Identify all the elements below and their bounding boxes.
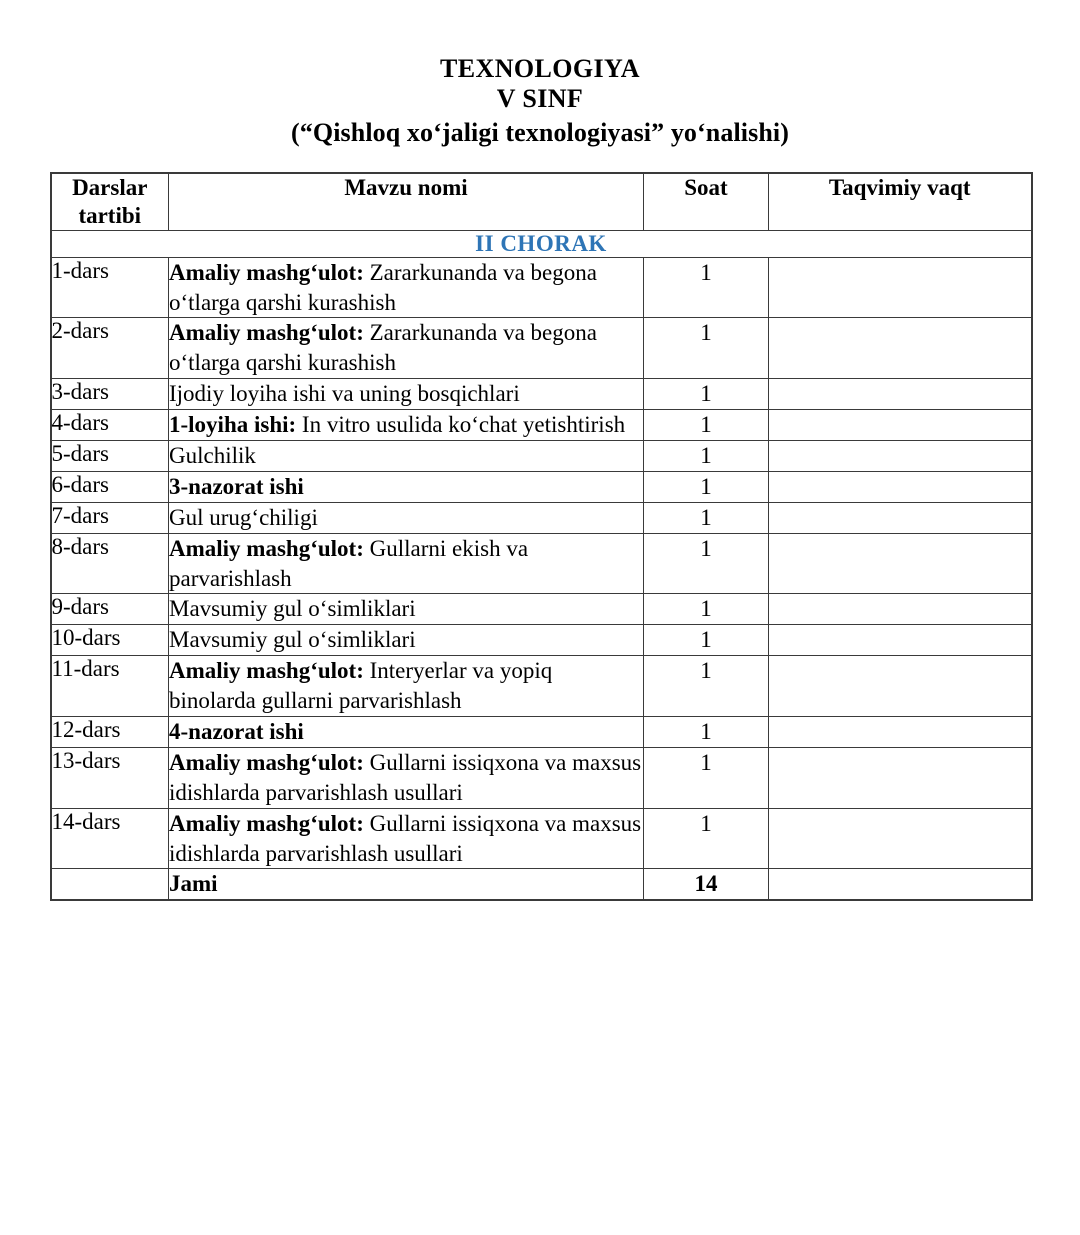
table-row [51,441,1032,472]
lesson-plan-table-wrap [50,172,1031,901]
lesson-order-cell: 4-dars [51,410,169,441]
table-row [51,533,1032,594]
lesson-order-cell: 7-dars [51,502,169,533]
table-row [51,656,1032,717]
table-row [51,502,1032,533]
lesson-order-cell: 3-dars [51,379,169,410]
column-header-order: Darslar tartibi [51,173,169,230]
lesson-time-cell [769,717,1032,748]
table-row [51,747,1032,808]
total-order-cell [51,869,169,900]
lesson-topic-cell [169,533,644,594]
title-specialization: (“Qishloq xoʻjaligi texnologiyasi” yoʻnalishi) [291,118,789,148]
lesson-topic-text: Zararkunanda va begona oʻtlarga qarshi kurashish [169,320,597,376]
column-header-hours: Soat [644,173,769,230]
lesson-time-cell [769,441,1032,472]
total-row [51,869,1032,900]
lesson-topic-emphasis: Amaliy mashgʻulot: [169,535,364,561]
lesson-topic-cell [169,410,644,441]
lesson-topic-text: Zararkunanda va begona oʻtlarga qarshi kurashish [169,259,597,315]
lesson-time-cell [769,502,1032,533]
lesson-topic-cell [169,379,644,410]
lesson-time-cell [769,808,1032,869]
lesson-order-cell: 10-dars [51,625,169,656]
lesson-topic-emphasis: Amaliy mashgʻulot: [169,658,364,684]
lesson-order-cell: 2-dars [51,318,169,379]
lesson-order-cell: 14-dars [51,808,169,869]
lesson-topic-cell [169,318,644,379]
lesson-topic-text: Gul urugʻchiligi [169,504,318,530]
lesson-topic-emphasis: 4-nazorat ishi [169,719,304,745]
table-header-row [51,173,1032,230]
lesson-topic-text: Gullarni issiqxona va maxsus idishlarda parvarishlash usullari [169,810,642,866]
total-label-cell: Jami [169,869,644,900]
lesson-hours-cell: 1 [644,410,769,441]
lesson-order-cell: 5-dars [51,441,169,472]
column-header-topic: Mavzu nomi [169,173,644,230]
lesson-order-cell: 11-dars [51,656,169,717]
lesson-time-cell [769,533,1032,594]
lesson-topic-text: Gullarni ekish va parvarishlash [169,535,529,591]
lesson-time-cell [769,625,1032,656]
lesson-hours-cell: 1 [644,318,769,379]
quarter-banner-row [51,230,1032,257]
column-header-time: Taqvimiy vaqt [769,173,1032,230]
lesson-hours-cell: 1 [644,257,769,318]
lesson-order-cell: 6-dars [51,471,169,502]
lesson-time-cell [769,747,1032,808]
lesson-topic-emphasis: Amaliy mashgʻulot: [169,320,364,346]
lesson-topic-cell [169,717,644,748]
table-row [51,808,1032,869]
lesson-topic-cell [169,471,644,502]
lesson-time-cell [769,318,1032,379]
lesson-hours-cell: 1 [644,717,769,748]
lesson-hours-cell: 1 [644,656,769,717]
table-row [51,257,1032,318]
lesson-topic-cell [169,747,644,808]
lesson-topic-emphasis: 1-loyiha ishi: [169,412,297,438]
lesson-time-cell [769,379,1032,410]
document-title-block [0,0,1080,148]
lesson-hours-cell: 1 [644,379,769,410]
lesson-topic-text: Interyerlar va yopiq binolarda gullarni parvarishlash [169,658,553,714]
lesson-time-cell [769,594,1032,625]
lesson-topic-text: In vitro usulida koʻchat yetishtirish [296,412,626,438]
lesson-hours-cell: 1 [644,594,769,625]
table-row [51,410,1032,441]
lesson-topic-emphasis: Amaliy mashgʻulot: [169,259,364,285]
title-grade: V SINF [496,84,584,114]
quarter-banner-label: II CHORAK [51,230,1032,257]
lesson-topic-emphasis: Amaliy mashgʻulot: [169,749,364,775]
lesson-hours-cell: 1 [644,441,769,472]
lesson-topic-text: Ijodiy loyiha ishi va uning bosqichlari [169,381,520,407]
table-row [51,625,1032,656]
lesson-time-cell [769,471,1032,502]
lesson-order-cell: 9-dars [51,594,169,625]
lesson-plan-body [51,173,1032,900]
lesson-time-cell [769,410,1032,441]
lesson-topic-text: Gulchilik [169,443,256,468]
lesson-time-cell [769,257,1032,318]
lesson-topic-cell [169,502,644,533]
lesson-topic-cell [169,808,644,869]
lesson-topic-text: Gullarni issiqxona va maxsus idishlarda parvarishlash usullari [169,749,642,805]
lesson-order-cell: 13-dars [51,747,169,808]
lesson-order-cell: 8-dars [51,533,169,594]
table-row [51,471,1032,502]
table-row [51,717,1032,748]
lesson-hours-cell: 1 [644,533,769,594]
total-hours-cell: 14 [644,869,769,900]
table-row [51,594,1032,625]
lesson-topic-cell [169,257,644,318]
lesson-topic-cell [169,594,644,625]
lesson-topic-text: Mavsumiy gul oʻsimliklari [169,596,416,622]
lesson-order-cell: 1-dars [51,257,169,318]
lesson-time-cell [769,656,1032,717]
lesson-topic-cell [169,441,644,472]
lesson-order-cell: 12-dars [51,717,169,748]
title-subject: TEXNOLOGIYA [440,54,640,83]
lesson-plan-table [50,172,1033,901]
table-row [51,379,1032,410]
lesson-hours-cell: 1 [644,747,769,808]
total-time-cell [769,869,1032,900]
table-row [51,318,1032,379]
lesson-hours-cell: 1 [644,808,769,869]
lesson-topic-text: Mavsumiy gul oʻsimliklari [169,627,416,653]
lesson-hours-cell: 1 [644,625,769,656]
lesson-topic-emphasis: Amaliy mashgʻulot: [169,810,364,836]
lesson-topic-cell [169,625,644,656]
lesson-hours-cell: 1 [644,471,769,502]
lesson-topic-emphasis: 3-nazorat ishi [169,473,304,499]
lesson-topic-cell [169,656,644,717]
lesson-hours-cell: 1 [644,502,769,533]
